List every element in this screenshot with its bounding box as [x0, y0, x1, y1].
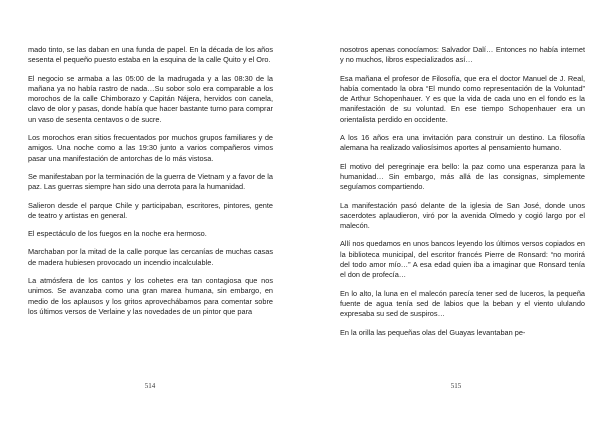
right-text-column — [340, 45, 585, 346]
paragraph: La manifestación pasó delante de la iglesia de San José, donde unos sacerdotes aplaudieron, viró por la avenida Olmedo y cogió largo por el malecón. — [340, 200, 585, 231]
left-text-column — [28, 45, 273, 325]
paragraph: El motivo del peregrinaje era bello: la paz como una esperanza para la humanidad… Sin embargo, más allá de las consignas, simplemente seguíamos compartiendo. — [340, 161, 585, 192]
page-number: 514 — [144, 382, 156, 390]
page-number: 515 — [450, 382, 462, 390]
paragraph: En la orilla las pequeñas olas del Guayas levantaban pe- — [340, 327, 526, 337]
paragraph: Esa mañana el profesor de Filosofía, que era el doctor Manuel de J. Real, había comentado la obra “El mundo como representación de la Voluntad” de Arthur Schopenhauer. Y es que la vida de cada uno en el fondo es la manifestación de su voluntad. En ese tiempo Schopenhauer era un orientalista perdido en occidente. — [340, 73, 585, 124]
paragraph: En lo alto, la luna en el malecón parecía tener sed de luceros, la pequeña fuente de agua tenía sed de labios que la beban y el viento ululando expresaba su sed de suspiros… — [340, 288, 585, 319]
paragraph: La atmósfera de los cantos y los cohetes era tan contagiosa que nos unimos. Se avanzaba como una gran marea humana, sin embargo, en medio de los aplausos y los gritos aprovechábamos para comentar sobre los últimos versos de Verlaine y las novedades de un pintor que para — [28, 276, 273, 316]
paragraph: Los morochos eran sitios frecuentados por muchos grupos familiares y de amigos. Una noche como a las 19:30 junto a varios compañeros vimos pasar una manifestación de antorchas de lo más vistosa. — [28, 133, 273, 163]
paragraph: Marchaban por la mitad de la calle porque las cercanías de muchas casas de madera hubiesen provocado un incendio incalculable. — [28, 247, 273, 267]
right-page — [300, 0, 600, 425]
paragraph: A los 16 años era una invitación para construir un destino. La filosofía alemana ha realizado valiosísimos aportes al pensamiento humano. — [340, 133, 585, 153]
paragraph: Allí nos quedamos en unos bancos leyendo los últimos versos copiados en la biblioteca municipal, del escritor francés Pierre de Ronsard: “no morirá del todo amor mío…” A esa edad quien iba a imaginar que Ronsard tenía el don de profecía… — [340, 239, 585, 280]
paragraph: Salieron desde el parque Chile y participaban, escritores, pintores, gente de teatro y artistas en general. — [28, 200, 273, 220]
paragraph: mado tinto, se las daban en una funda de papel. En la década de los años sesenta el pequeño puesto estaba en la esquina de la calle Quito y el Oro. — [28, 45, 273, 65]
paragraph: El negocio se armaba a las 05:00 de la madrugada y a las 08:30 de la mañana ya no había rastro de nada…Su sobor solo era comparable a los morochos de la calle Chimborazo y Capitán Nájera, hervidos con canela, clavo de olor y pasas, donde había que hacer bastante turno para comprar un vaso de sesenta centavos o de sucre. — [28, 73, 273, 124]
paragraph: Se manifestaban por la terminación de la guerra de Vietnam y a favor de la paz. Las guerras siempre han sido una derrota para la humanidad. — [28, 171, 273, 192]
paragraph: nosotros apenas conocíamos: Salvador Dalí… Entonces no había internet y no muchos, libros especializados así… — [340, 45, 585, 65]
paragraph: El espectáculo de los fuegos en la noche era hermoso. — [28, 229, 207, 239]
